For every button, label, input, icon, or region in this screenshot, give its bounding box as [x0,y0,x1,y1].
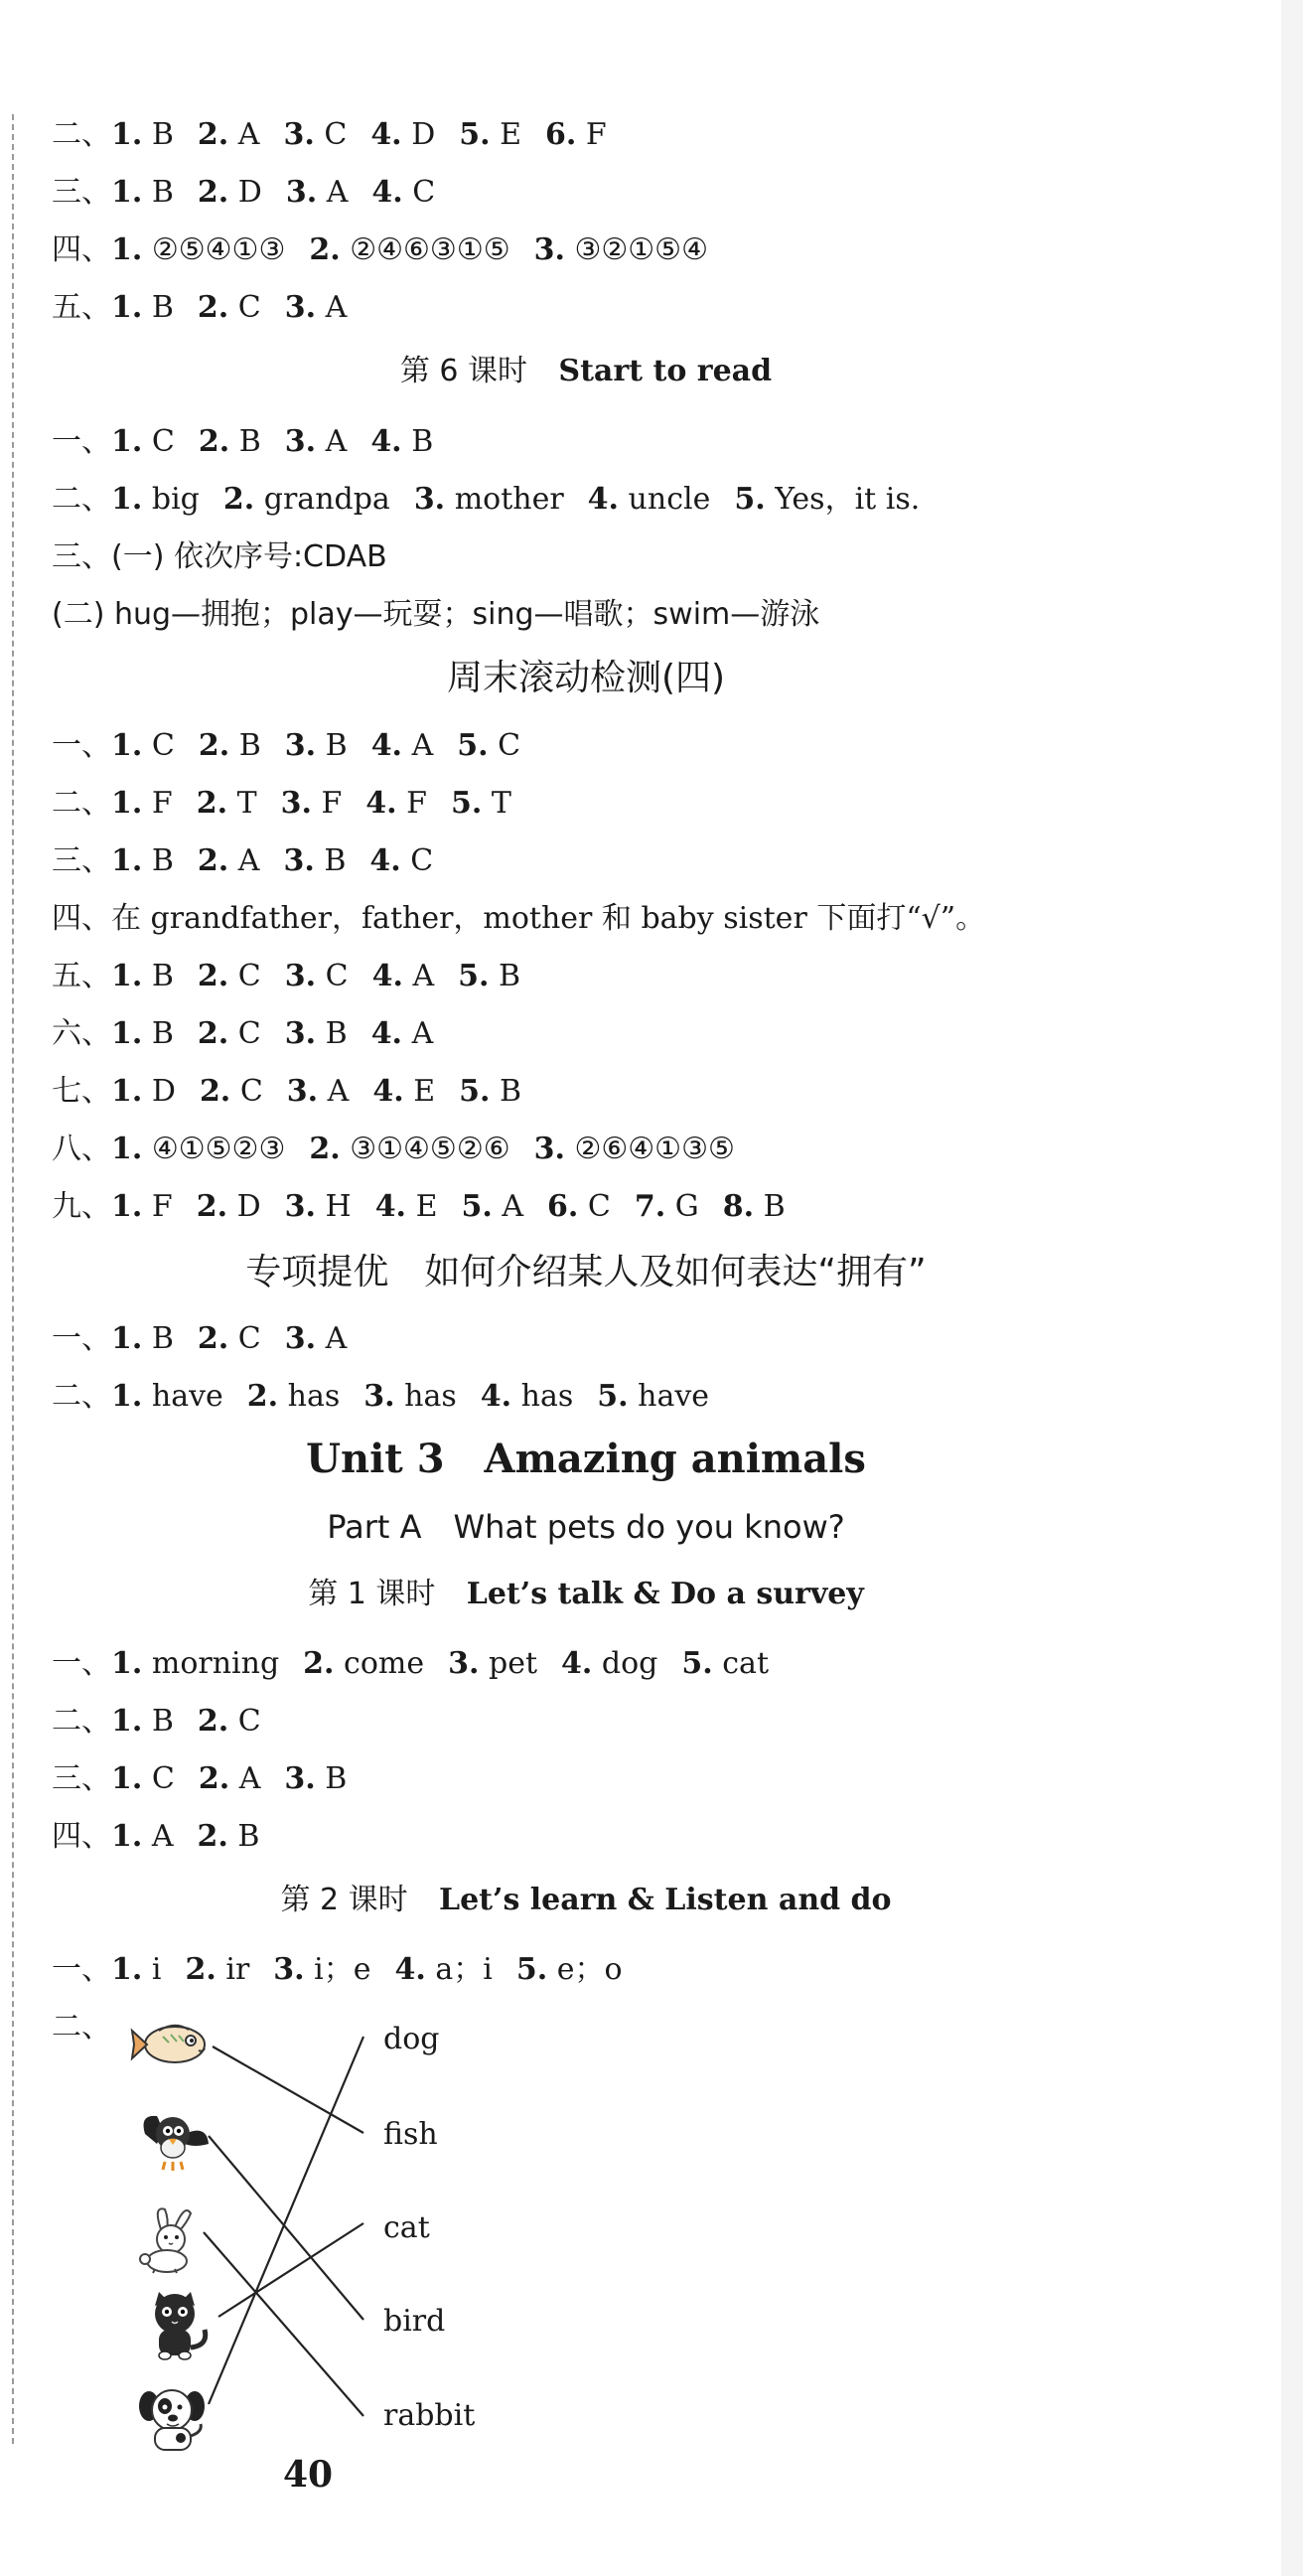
item-number: 1. [111,1761,143,1796]
answer-value: B [325,728,348,763]
answer-value: A [412,959,435,993]
item-number: 6. [545,117,577,152]
item-number: 2. [196,1189,228,1224]
answer-value: E [415,1189,438,1224]
lesson-title: Let’s learn & Listen and do [438,1883,892,1917]
question-number: 二、 [52,786,111,821]
answer-value: C [410,843,434,878]
answer-value: A [327,1074,350,1109]
item-number: 3. [286,1074,319,1109]
answer-value: A [411,728,434,763]
item-number: 1. [111,1646,143,1681]
item-number: 2. [197,843,229,878]
answer-value: i [151,1952,162,1987]
answer-value: Yes，it is. [775,482,921,517]
item-number: 4. [371,959,403,993]
item-number: 4. [365,786,397,821]
item-number: 1. [111,290,143,325]
dog-icon [131,2382,215,2456]
item-number: 3. [284,1189,316,1224]
answer-value: has [404,1379,457,1414]
answer-value: F [151,786,173,821]
item-number: 4. [369,843,401,878]
answer-value: A [325,290,348,325]
item-number: 2. [196,786,228,821]
answer-value: F [151,1189,173,1224]
item-number: 1. [111,232,143,267]
item-number: 5. [459,1074,491,1109]
question-number: 二、 [52,1704,111,1739]
answer-value: uncle [628,482,711,517]
item-number: 3. [448,1646,480,1681]
answer-value: B [151,175,174,210]
question-number: 四、 [52,1819,111,1854]
answer-value: H [325,1189,352,1224]
answer-value: A [326,175,349,210]
item-number: 1. [111,482,143,517]
item-number: 3. [284,1761,316,1796]
answer-value: F [321,786,343,821]
item-number: 3. [284,1016,317,1051]
answer-value: D [411,117,436,152]
answer-value: B [151,843,174,878]
item-number: 4. [561,1646,593,1681]
answer-value: B [151,117,174,152]
item-number: 3. [273,1952,305,1987]
answer-value: C [325,959,349,993]
lesson-number: 第 2 课时 [280,1883,408,1917]
section-heading: 周末滚动检测(四) [446,658,726,698]
match-line-bird [209,2136,363,2320]
answer-value: C [237,290,261,325]
answer-value: morning [151,1646,280,1681]
answer-value: C [237,959,261,993]
section-heading: 专项提优 如何介绍某人及如何表达“拥有” [245,1252,927,1292]
answer-value: C [151,728,175,763]
item-number: 4. [370,117,402,152]
item-number: 4. [370,1016,403,1051]
answer-value: B [237,1819,260,1854]
item-number: 1. [111,1321,143,1356]
item-number: 1. [111,424,143,459]
item-number: 2. [197,117,229,152]
match-word-rabbit: rabbit [383,2398,476,2433]
lesson-title: Start to read [558,354,773,388]
item-number: 2. [309,232,341,267]
match-word-dog: dog [383,2022,440,2056]
item-number: 1. [111,786,143,821]
answer-value: C [151,1761,175,1796]
answer-value: G [674,1189,699,1224]
item-number: 1. [111,1132,143,1166]
item-number: 4. [370,424,402,459]
item-number: 4. [374,1189,407,1224]
answer-value: dog [601,1646,658,1681]
lesson-title: Let’s talk & Do a survey [466,1577,864,1611]
match-line-dog [209,2037,363,2404]
answer-value: D [236,1189,261,1224]
answer-value: C [324,117,348,152]
bird-icon [135,2104,215,2176]
match-word-cat: cat [383,2210,430,2245]
answer-value: have [638,1379,710,1414]
item-number: 4. [372,1074,404,1109]
answer-value: A [151,1819,174,1854]
answer-value: C [237,1704,261,1739]
answer-value: has [520,1379,574,1414]
answer-value: B [325,1016,348,1051]
question-number: 二、 [52,117,111,152]
answer-value: come [344,1646,425,1681]
item-number: 1. [111,728,143,763]
answer-value: A [502,1189,524,1224]
answer-value: a；i [435,1952,493,1987]
answer-value: C [587,1189,611,1224]
answer-value: E [413,1074,436,1109]
lesson-number: 第 6 课时 [399,354,528,388]
answer-value: B [499,959,521,993]
answer-value: C [151,424,175,459]
answer-value: D [237,175,262,210]
answer-value: T [236,786,257,821]
unit-heading: Unit 3 Amazing animals [306,1436,866,1482]
question-number: 九、 [52,1189,111,1224]
answer-value: A [325,424,348,459]
item-number: 3. [284,1321,317,1356]
answer-value: B [238,424,261,459]
answer-line: (二) hug—拥抱；play—玩耍；sing—唱歌；swim—游泳 [52,597,820,632]
answer-line: 四、在 grandfather，father，mother 和 baby sister 下面打“√”。 [52,901,986,936]
matching-prefix: 二、 [52,2010,111,2045]
question-number: 五、 [52,290,111,325]
item-number: 2. [246,1379,279,1414]
item-number: 1. [111,175,143,210]
answer-value: ②⑥④①③⑤ [574,1132,735,1166]
question-number: 三、 [52,843,111,878]
question-number: 五、 [52,959,111,993]
item-number: 5. [457,728,489,763]
item-number: 3. [363,1379,395,1414]
item-number: 3. [284,424,317,459]
match-line-rabbit [204,2232,363,2416]
item-number: 4. [370,728,403,763]
item-number: 3. [283,843,315,878]
question-number: 三、 [52,1761,111,1796]
answer-line: 三、(一) 依次序号:CDAB [52,539,387,574]
part-heading: Part A What pets do you know? [327,1508,845,1546]
cat-icon [137,2290,217,2361]
answer-value: ④①⑤②③ [151,1132,286,1166]
question-number: 七、 [52,1074,111,1109]
item-number: 2. [197,1704,229,1739]
page-number: 40 [283,2454,334,2496]
answer-value: big [151,482,200,517]
answer-value: pet [489,1646,538,1681]
item-number: 2. [199,1074,231,1109]
answer-value: T [491,786,511,821]
item-number: 1. [111,843,143,878]
fish-icon [129,2017,218,2072]
item-number: 2. [197,1321,229,1356]
answer-value: B [151,290,174,325]
item-number: 4. [480,1379,512,1414]
answer-value: B [325,1761,348,1796]
lesson-number: 第 1 课时 [308,1577,436,1611]
item-number: 1. [111,959,143,993]
question-number: 一、 [52,424,111,459]
question-number: 一、 [52,1321,111,1356]
answer-value: ③①④⑤②⑥ [350,1132,510,1166]
item-number: 5. [515,1952,548,1987]
answer-value: ③②①⑤④ [574,232,708,267]
match-word-bird: bird [383,2304,446,2339]
question-number: 二、 [52,482,111,517]
item-number: 5. [459,117,491,152]
item-number: 3. [284,290,317,325]
item-number: 3. [413,482,446,517]
answer-value: F [406,786,427,821]
item-number: 5. [681,1646,713,1681]
answer-value: C [498,728,521,763]
item-number: 2. [303,1646,335,1681]
answer-value: cat [722,1646,769,1681]
item-number: 5. [597,1379,629,1414]
answer-value: B [151,959,174,993]
item-number: 1. [111,1074,143,1109]
item-number: 3. [533,1132,565,1166]
question-number: 一、 [52,1952,111,1987]
item-number: 5. [451,786,483,821]
answer-value: ②⑤④①③ [151,232,286,267]
question-number: 二、 [52,1379,111,1414]
answer-value: C [412,175,436,210]
item-number: 2. [197,175,229,210]
answer-value: C [237,1321,261,1356]
answer-value: i；e [314,1952,371,1987]
answer-value: B [151,1704,174,1739]
item-number: 1. [111,1819,143,1854]
item-number: 1. [111,1704,143,1739]
item-number: 2. [197,1819,228,1854]
item-number: 3. [284,959,317,993]
answer-value: mother [454,482,564,517]
item-number: 7. [634,1189,666,1224]
answer-value: has [287,1379,341,1414]
item-number: 2. [197,290,229,325]
answer-value: C [239,1074,263,1109]
item-number: 1. [111,1379,143,1414]
item-number: 1. [111,1952,143,1987]
item-number: 1. [111,1016,143,1051]
item-number: 6. [547,1189,579,1224]
item-number: 4. [371,175,403,210]
item-number: 1. [111,117,143,152]
answer-value: A [238,1761,261,1796]
answer-value: C [237,1016,261,1051]
answer-value: have [151,1379,223,1414]
item-number: 3. [280,786,312,821]
item-number: 2. [198,728,230,763]
question-number: 四、 [52,232,111,267]
answer-value: ir [225,1952,250,1987]
answer-value: ②④⑥③①⑤ [350,232,510,267]
item-number: 4. [394,1952,426,1987]
question-number: 三、 [52,175,111,210]
item-number: 2. [222,482,255,517]
item-number: 1. [111,1189,143,1224]
question-number: 一、 [52,1646,111,1681]
item-number: 2. [197,959,229,993]
item-number: 2. [309,1132,341,1166]
answer-value: e；o [556,1952,623,1987]
answer-value: A [237,117,260,152]
answer-value: B [238,728,261,763]
answer-value: F [585,117,607,152]
item-number: 4. [587,482,619,517]
question-number: 八、 [52,1132,111,1166]
item-number: 3. [284,728,317,763]
item-number: 2. [198,424,230,459]
answer-value: B [151,1016,174,1051]
match-line-cat [218,2223,363,2317]
answer-value: B [499,1074,522,1109]
item-number: 8. [722,1189,755,1224]
answer-value: B [324,843,347,878]
match-word-fish: fish [383,2117,438,2152]
item-number: 2. [198,1761,230,1796]
answer-value: B [763,1189,786,1224]
item-number: 3. [283,117,315,152]
item-number: 2. [197,1016,229,1051]
question-number: 一、 [52,728,111,763]
item-number: 2. [185,1952,217,1987]
item-number: 3. [285,175,318,210]
answer-value: B [411,424,434,459]
rabbit-icon [131,2203,211,2275]
item-number: 5. [458,959,490,993]
item-number: 5. [734,482,766,517]
answer-value: B [151,1321,174,1356]
answer-value: grandpa [263,482,390,517]
answer-value: A [411,1016,434,1051]
item-number: 3. [533,232,565,267]
answer-value: E [500,117,522,152]
answer-value: A [325,1321,348,1356]
answer-value: D [151,1074,176,1109]
item-number: 5. [461,1189,493,1224]
question-number: 六、 [52,1016,111,1051]
answer-value: A [237,843,260,878]
